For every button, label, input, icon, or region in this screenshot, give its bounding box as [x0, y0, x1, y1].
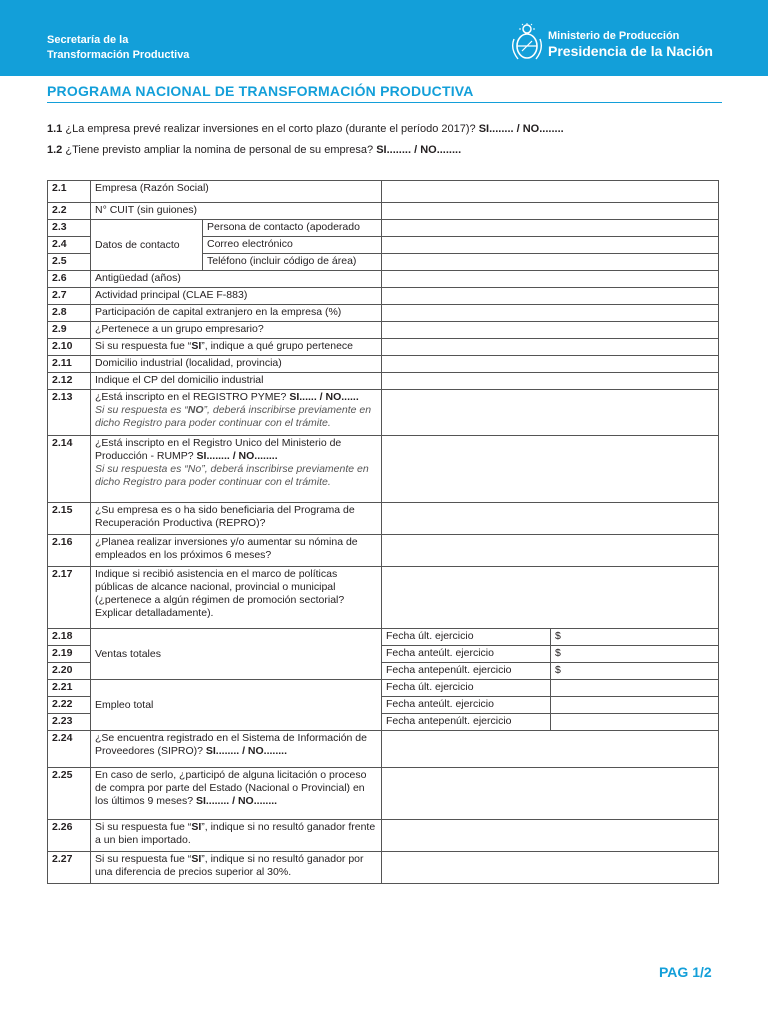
amount-field[interactable]	[551, 697, 719, 714]
table-row: 2.27 Si su respuesta fue “SI”, indique si no resultó ganador por una diferencia de precios superior al 30%.	[48, 852, 719, 884]
table-row: 2.15 ¿Su empresa es o ha sido beneficiaria del Programa de Recuperación Productiva (REPRO)?	[48, 503, 719, 535]
table-row: 2.2 N° CUIT (sin guiones)	[48, 203, 719, 220]
table-row: 2.7 Actividad principal (CLAE F-883)	[48, 288, 719, 305]
answer-field[interactable]	[382, 181, 719, 203]
table-row: 2.20 Fecha antepenúlt. ejercicio $	[48, 663, 719, 680]
table-row: 2.22 Fecha anteúlt. ejercicio	[48, 697, 719, 714]
answer-field[interactable]	[382, 339, 719, 356]
table-row: 2.1 Empresa (Razón Social)	[48, 181, 719, 203]
title-divider	[47, 102, 722, 103]
table-row: 2.6 Antigüedad (años)	[48, 271, 719, 288]
table-row: 2.8 Participación de capital extranjero en la empresa (%)	[48, 305, 719, 322]
table-row: 2.9 ¿Pertenece a un grupo empresario?	[48, 322, 719, 339]
answer-field[interactable]	[382, 436, 719, 503]
table-row: 2.26 Si su respuesta fue “SI”, indique si no resultó ganador frente a un bien importado.	[48, 820, 719, 852]
answer-field[interactable]	[382, 503, 719, 535]
answer-field[interactable]	[382, 203, 719, 220]
answer-field[interactable]	[382, 271, 719, 288]
table-row: 2.18 Ventas totales Fecha últ. ejercicio $	[48, 629, 719, 646]
table-row: 2.19 Fecha anteúlt. ejercicio $	[48, 646, 719, 663]
table-row: 2.14 ¿Está inscripto en el Registro Unico del Ministerio de Producción - RUMP? SI........ / NO........ Si su respuesta es “No”, deberá inscribirse previamente en dicho Registro para poder continuar con el trámite.	[48, 436, 719, 503]
answer-field[interactable]	[382, 768, 719, 820]
ministerio-label: Ministerio de Producción	[548, 29, 680, 42]
answer-field[interactable]	[382, 852, 719, 884]
table-row: 2.3 Datos de contacto Persona de contacto (apoderado	[48, 220, 719, 237]
table-row: 2.5 Teléfono (incluir código de área)	[48, 254, 719, 271]
table-row: 2.12 Indique el CP del domicilio industrial	[48, 373, 719, 390]
header-bar	[0, 0, 768, 76]
company-data-table	[47, 180, 719, 884]
answer-field[interactable]	[382, 237, 719, 254]
answer-field[interactable]	[382, 567, 719, 629]
answer-field[interactable]	[382, 731, 719, 768]
answer-field[interactable]	[382, 356, 719, 373]
answer-field[interactable]	[382, 390, 719, 436]
presidencia-label: Presidencia de la Nación	[548, 42, 713, 59]
page-title: PROGRAMA NACIONAL DE TRANSFORMACIÓN PRODUCTIVA	[47, 83, 474, 99]
answer-field[interactable]	[382, 288, 719, 305]
ministerio-block	[510, 23, 713, 63]
answer-field[interactable]	[382, 820, 719, 852]
answer-field[interactable]	[382, 535, 719, 567]
answer-field[interactable]	[382, 254, 719, 271]
page-number: PAG 1/2	[659, 964, 712, 980]
answer-field[interactable]	[382, 373, 719, 390]
amount-field[interactable]: $	[551, 663, 719, 680]
table-row: 2.24 ¿Se encuentra registrado en el Sistema de Información de Proveedores (SIPRO)? SI........ / NO........	[48, 731, 719, 768]
table-row: 2.13 ¿Está inscripto en el REGISTRO PYME? SI...... / NO...... Si su respuesta es “NO”, deberá inscribirse previamente en dicho Registro para poder continuar con el trámite.	[48, 390, 719, 436]
table-row: 2.16 ¿Planea realizar inversiones y/o aumentar su nómina de empleados en los próximos 6 meses?	[48, 535, 719, 567]
question-1-1: 1.1 ¿La empresa prevé realizar inversiones en el corto plazo (durante el período 2017)? SI........ / NO........	[47, 123, 564, 135]
answer-field[interactable]	[382, 305, 719, 322]
answer-field[interactable]	[382, 322, 719, 339]
coat-of-arms-icon	[510, 23, 544, 63]
table-row: 2.25 En caso de serlo, ¿participó de alguna licitación o proceso de compra por parte del Estado (Nacional o Provincial) en los últimos 9 meses? SI........ / NO........	[48, 768, 719, 820]
table-row: 2.10 Si su respuesta fue “SI”, indique a qué grupo pertenece	[48, 339, 719, 356]
amount-field[interactable]	[551, 714, 719, 731]
table-row: 2.17 Indique si recibió asistencia en el marco de políticas públicas de alcance nacional, provincial o municipal (¿pertenece a algún régimen de promoción sectorial? Explicar detalladamente).	[48, 567, 719, 629]
amount-field[interactable]: $	[551, 629, 719, 646]
amount-field[interactable]	[551, 680, 719, 697]
answer-field[interactable]	[382, 220, 719, 237]
table-row: 2.21 Empleo total Fecha últ. ejercicio	[48, 680, 719, 697]
amount-field[interactable]: $	[551, 646, 719, 663]
table-row: 2.23 Fecha antepenúlt. ejercicio	[48, 714, 719, 731]
secretaria-label: Secretaría de la Transformación Productiva	[47, 34, 190, 61]
table-row: 2.11 Domicilio industrial (localidad, provincia)	[48, 356, 719, 373]
question-1-2: 1.2 ¿Tiene previsto ampliar la nomina de personal de su empresa? SI........ / NO........	[47, 144, 462, 156]
table-row: 2.4 Correo electrónico	[48, 237, 719, 254]
